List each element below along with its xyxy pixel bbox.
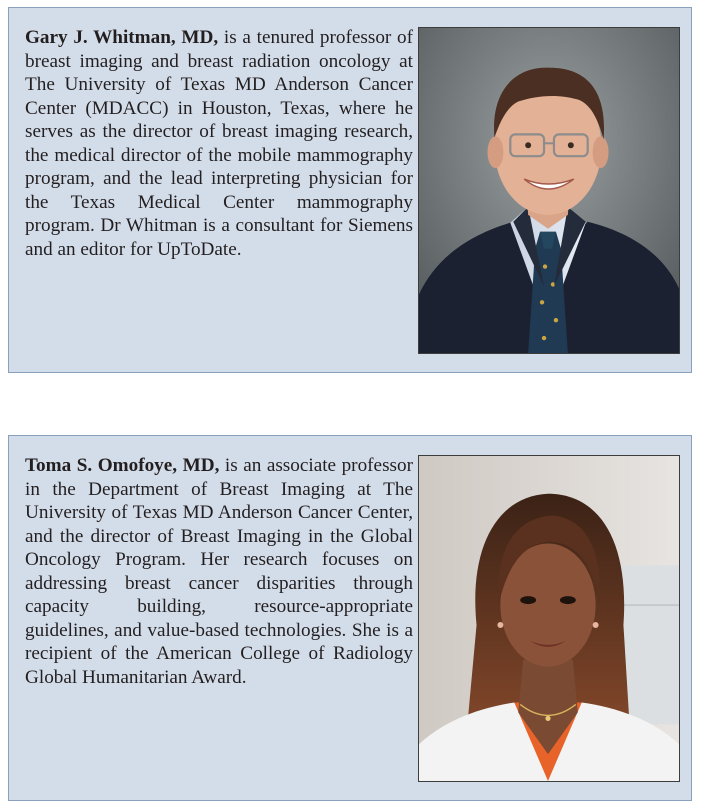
bio-description: is a tenured professor of breast imaging and breast radiation oncology at The University of Texas MD Anderson Cancer Center (MDACC) in Houston, Texas, where he serves as the director of breast imaging research, the medical director of the mobile mammography program, and the lead interpreting physician for the Texas Medical Center mammography program. Dr Whitman is a consultant for Siemens and an editor for UpToDate. xyxy=(25,27,413,260)
bio-text xyxy=(25,454,413,689)
bio-description: is an associate professor in the Department of Breast Imaging at The University of Texas MD Anderson Cancer Center, and the director of Breast Imaging in the Global Oncology Program. Her research focuses on addressing breast cancer disparities through capacity building, resource-appropriate guidelines, and value-based technologies. She is a recipient of the American College of Radiology Global Humanitarian Award. xyxy=(25,455,413,688)
bio-name: Gary J. Whitman, MD, xyxy=(25,27,219,48)
portrait-photo-omofoye xyxy=(418,455,680,782)
portrait-illustration xyxy=(419,456,679,781)
portrait-photo-whitman xyxy=(418,27,680,354)
bio-text xyxy=(25,26,413,261)
bio-name: Toma S. Omofoye, MD, xyxy=(25,455,220,476)
portrait-illustration xyxy=(419,28,679,353)
bio-card-whitman xyxy=(8,7,692,373)
bio-card-omofoye xyxy=(8,435,692,801)
